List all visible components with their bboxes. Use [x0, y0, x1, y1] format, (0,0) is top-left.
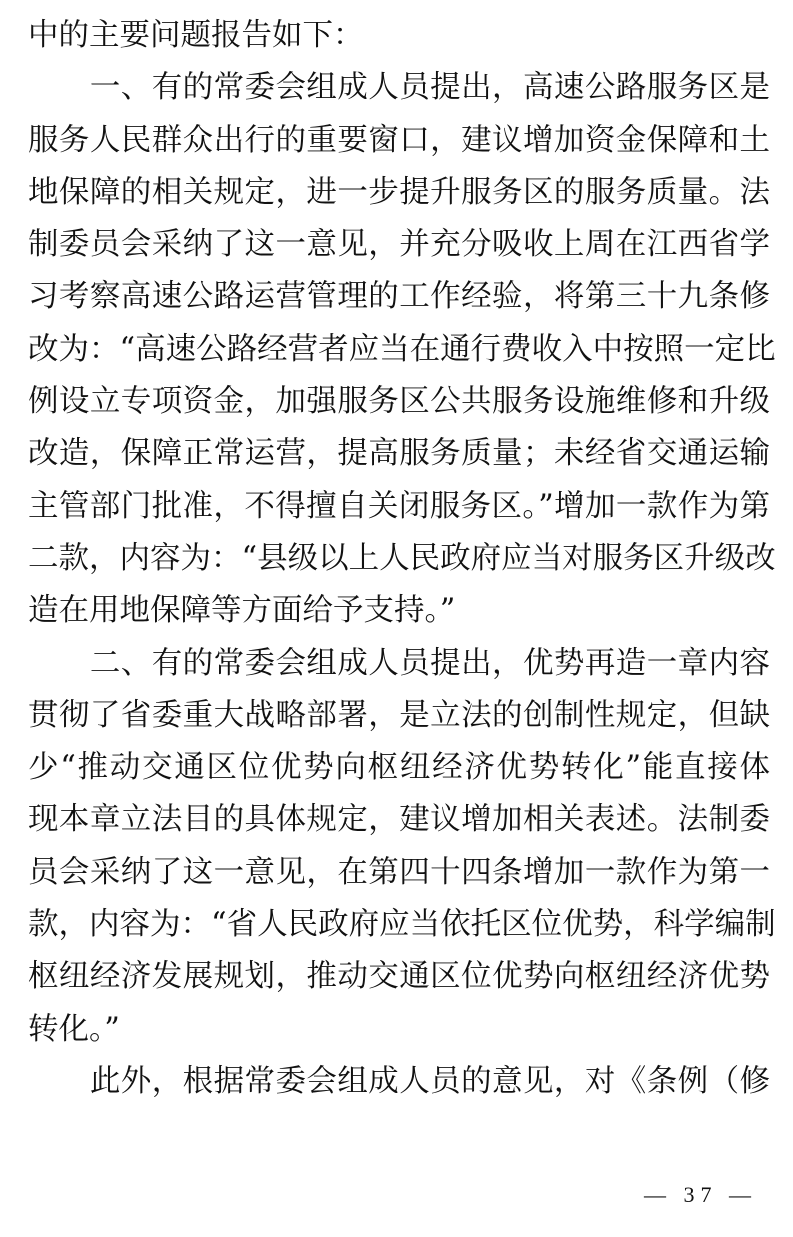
text-line: 枢纽经济发展规划，推动交通区位优势向枢纽经济优势 [28, 959, 770, 995]
text-line: 中的主要问题报告如下： [28, 18, 364, 53]
text-line: 少“推动交通区位优势向枢纽经济优势转化”能直接体 [28, 750, 770, 786]
text-line: 改为：“高速公路经营者应当在通行费收入中按照一定比 [28, 331, 776, 367]
text-line: 一、有的常委会组成人员提出，高速公路服务区是 [28, 70, 770, 106]
text-line: 地保障的相关规定，进一步提升服务区的服务质量。法 [28, 174, 770, 210]
text-line: 服务人民群众出行的重要窗口，建议增加资金保障和土 [28, 122, 770, 158]
text-line: 贯彻了省委重大战略部署，是立法的创制性规定，但缺 [28, 697, 770, 733]
text-line: 制委员会采纳了这一意见，并充分吸收上周在江西省学 [28, 227, 770, 263]
page-number: — 37 — [644, 1182, 757, 1207]
text-line: 造在用地保障等方面给予支持。” [28, 593, 456, 629]
text-line: 主管部门批准，不得擅自关闭服务区。”增加一款作为第 [28, 488, 770, 524]
text-line: 二、有的常委会组成人员提出，优势再造一章内容 [28, 645, 770, 681]
text-line: 习考察高速公路运营管理的工作经验，将第三十九条修 [28, 279, 770, 315]
text-line: 现本章立法目的具体规定，建议增加相关表述。法制委 [28, 802, 770, 838]
document-body [28, 10, 776, 1108]
text-line: 款，内容为：“省人民政府应当依托区位优势，科学编制 [28, 907, 776, 943]
text-line: 此外，根据常委会组成人员的意见，对《条例（修 [28, 1063, 770, 1099]
text-line: 二款，内容为：“县级以上人民政府应当对服务区升级改 [28, 540, 776, 576]
text-line: 例设立专项资金，加强服务区公共服务设施维修和升级 [28, 384, 770, 420]
text-line: 员会采纳了这一意见，在第四十四条增加一款作为第一 [28, 854, 770, 890]
text-line: 改造，保障正常运营，提高服务质量；未经省交通运输 [28, 436, 770, 472]
text-line: 转化。” [28, 1011, 120, 1047]
